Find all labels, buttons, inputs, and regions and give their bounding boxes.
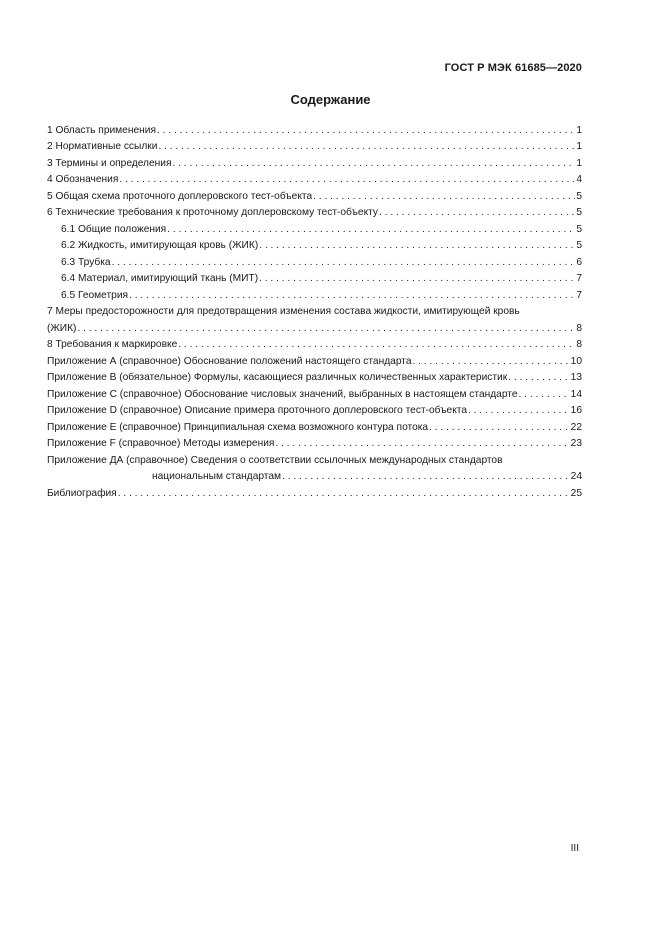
toc-entry-appendix-da[interactable] xyxy=(47,450,582,483)
toc-entry-8[interactable]: 8 Требования к маркировке . . . 8 xyxy=(47,335,582,352)
toc-entry-4[interactable]: 4 Обозначения . . . 4 xyxy=(47,170,582,187)
document-code: ГОСТ Р МЭК 61685—2020 xyxy=(444,62,582,74)
toc-entry-bibliography[interactable]: Библиография . . . 25 xyxy=(47,483,582,500)
toc-entry-6-5[interactable]: 6.5 Геометрия . . . 7 xyxy=(47,285,582,302)
toc-entry-appendix-b[interactable]: Приложение В (обязательное) Формулы, касающиеся различных количественных характеристик . . . 13 xyxy=(47,368,582,385)
toc-entry-7-line2: (ЖИК) xyxy=(47,322,77,334)
toc-entry-appendix-e[interactable]: Приложение Е (справочное) Принципиальная схема возможного контура потока . . . 22 xyxy=(47,417,582,434)
toc-title: Содержание xyxy=(290,92,371,107)
table-of-contents xyxy=(47,120,582,500)
toc-entry-6-4[interactable]: 6.4 Материал, имитирующий ткань (МИТ) . . . 7 xyxy=(47,269,582,286)
toc-entry-appendix-d[interactable]: Приложение D (справочное) Описание примера проточного доплеровского тест-объекта . . . 16 xyxy=(47,401,582,418)
toc-entry-appendix-a[interactable]: Приложение А (справочное) Обоснование положений настоящего стандарта . . . 10 xyxy=(47,351,582,368)
toc-entry-6-3[interactable]: 6.3 Трубка . . . 6 xyxy=(47,252,582,269)
toc-entry-appendix-f[interactable]: Приложение F (справочное) Методы измерения . . . 23 xyxy=(47,434,582,451)
toc-entry-appendix-da-line1: Приложение ДА (справочное) Сведения о соответствии ссылочных международных стандартов xyxy=(47,454,503,466)
toc-entry-appendix-da-line2: национальным стандартам xyxy=(152,471,282,482)
toc-entry-appendix-c[interactable]: Приложение С (справочное) Обоснование числовых значений, выбранных в настоящем стандарте . . . 14 xyxy=(47,384,582,401)
toc-entry-6-1[interactable]: 6.1 Общие положения . . . 5 xyxy=(47,219,582,236)
toc-entry-6-2[interactable]: 6.2 Жидкость, имитирующая кровь (ЖИК) . . . 5 xyxy=(47,236,582,253)
toc-entry-5[interactable]: 5 Общая схема проточного доплеровского тест-объекта . . . 5 xyxy=(47,186,582,203)
toc-entry-3[interactable]: 3 Термины и определения . . . 1 xyxy=(47,153,582,170)
page-number: III xyxy=(570,843,579,854)
toc-entry-7-line1: 7 Меры предосторожности для предотвращения изменения состава жидкости, имитирующей кровь xyxy=(47,306,520,317)
toc-entry-1[interactable]: 1 Область применения . . . 1 xyxy=(47,120,582,137)
toc-entry-appendix-da-page: 24 xyxy=(570,471,582,482)
toc-entry-7[interactable] xyxy=(47,302,582,335)
toc-entry-7-page: 8 xyxy=(576,322,582,334)
toc-entry-2[interactable]: 2 Нормативные ссылки . . . 1 xyxy=(47,137,582,154)
toc-entry-6[interactable]: 6 Технические требования к проточному доплеровскому тест-объекту . . . 5 xyxy=(47,203,582,220)
